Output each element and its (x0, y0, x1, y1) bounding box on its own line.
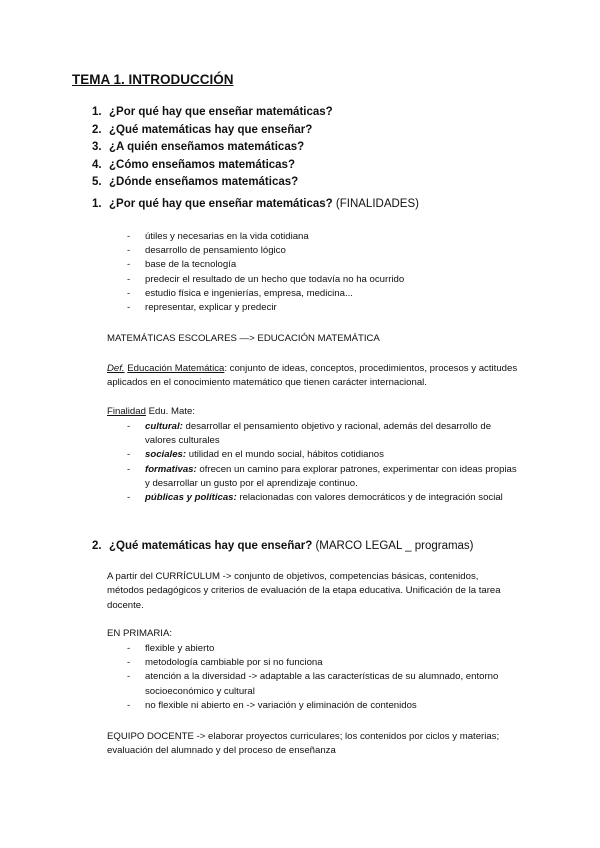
toc-item (92, 104, 333, 122)
definition-paragraph (107, 362, 539, 391)
dash-bullet: - (127, 643, 131, 654)
definition-term: Educación Matemática (127, 363, 225, 374)
toc-number: 5. (92, 176, 102, 188)
list-item (127, 420, 519, 448)
section-question: ¿Qué matemáticas hay que enseñar? (109, 540, 313, 552)
list-item-text: desarrollo de pensamiento lógico (145, 245, 286, 257)
school-math-line: MATEMÁTICAS ESCOLARES —> EDUCACIÓN MATEMÁTICA (107, 333, 380, 344)
list-item (127, 273, 547, 287)
toc-number: 4. (92, 158, 102, 171)
dash-bullet: - (127, 259, 131, 271)
list-item (127, 656, 527, 670)
list-item-text: utilidad en el mundo social, hábitos cotidianos (186, 449, 384, 461)
list-item (127, 642, 527, 656)
dash-bullet: - (127, 463, 131, 475)
toc-text: ¿Por qué hay que enseñar matemáticas? (109, 106, 333, 118)
section-1-heading (92, 198, 419, 210)
toc-item (92, 174, 333, 192)
list-item (127, 244, 547, 258)
list-item (127, 463, 519, 491)
toc-item (92, 139, 333, 157)
toc-text: ¿Dónde enseñamos matemáticas? (109, 176, 299, 188)
list-item-term: públicas y políticas: (145, 492, 237, 504)
list-item (127, 491, 519, 505)
list-item (127, 258, 547, 272)
dash-bullet: - (127, 287, 131, 299)
list-item-text: predecir el resultado de un hecho que todavía no ha ocurrido (145, 273, 405, 285)
list-item-text: atención a la diversidad -> adaptable a las características de su alumnado, entorno socioeconómico y cultural (145, 671, 499, 697)
dash-bullet: - (127, 657, 131, 669)
list-item-text: ofrecen un camino para explorar patrones, experimentar con ideas propias y desarrollar un gusto por el aprendizaje continuo. (145, 463, 517, 489)
list-item-text: metodología cambiable por si no funciona (145, 657, 323, 669)
toc-text: ¿Cómo enseñamos matemáticas? (109, 158, 295, 171)
table-of-contents (92, 104, 333, 192)
page-title: TEMA 1. INTRODUCCIÓN (72, 72, 234, 87)
list-item (127, 230, 547, 244)
finalidades-list (127, 230, 547, 315)
list-item-text: representar, explicar y predecir (145, 302, 277, 314)
section-question: ¿Por qué hay que enseñar matemáticas? (109, 198, 333, 210)
primaria-list (127, 642, 527, 713)
section-number: 1. (92, 198, 102, 210)
finalidad-rest: Edu. Mate: (145, 406, 195, 417)
list-item (127, 699, 527, 713)
equipo-docente-paragraph: EQUIPO DOCENTE -> elaborar proyectos curriculares; los contenidos por ciclos y materias; evaluación del alumnado y del proceso de enseñanza (107, 731, 500, 757)
dash-bullet: - (127, 699, 131, 711)
finalidad-heading (107, 405, 539, 419)
section-number: 2. (92, 540, 102, 552)
list-item-text: no flexible ni abierto en -> variación y eliminación de contenidos (145, 699, 417, 711)
finalidad-types-list (127, 420, 519, 505)
list-item-term: cultural: (145, 421, 183, 432)
list-item-text: útiles y necesarias en la vida cotidiana (145, 231, 309, 242)
dash-bullet: - (127, 449, 131, 461)
list-item-text: desarrollar el pensamiento objetivo y racional, además del desarrollo de valores culturales (145, 421, 492, 447)
dash-bullet: - (127, 492, 131, 504)
dash-bullet: - (127, 671, 131, 683)
dash-bullet: - (127, 421, 131, 432)
section-2-heading (92, 540, 474, 552)
definition-label: Def. (107, 363, 125, 374)
toc-item (92, 157, 333, 175)
list-item (127, 670, 527, 698)
toc-number: 2. (92, 123, 102, 136)
list-item-text: relacionadas con valores democráticos y de integración social (236, 492, 503, 504)
dash-bullet: - (127, 302, 131, 314)
list-item-text: flexible y abierto (145, 643, 215, 654)
section-subtitle: (MARCO LEGAL _ programas) (315, 540, 474, 552)
toc-number: 3. (92, 141, 102, 153)
list-item (127, 448, 519, 462)
list-item (127, 301, 547, 315)
list-item (127, 287, 547, 301)
list-item-text: estudio física e ingenierías, empresa, medicina... (145, 287, 353, 299)
curriculum-paragraph: A partir del CURRÍCULUM -> conjunto de objetivos, competencias básicas, contenidos, métodos pedagógicos y criterios de evaluación de la etapa educativa. Unificación de la tarea docente. (107, 571, 501, 611)
finalidad-label: Finalidad (107, 406, 146, 417)
list-item-text: base de la tecnología (145, 259, 237, 271)
definition-text: : conjunto de ideas, conceptos, procedimientos, procesos y actitudes aplicados en el conocimiento matemático que tienen carácter internacional. (107, 363, 518, 389)
dash-bullet: - (127, 273, 131, 285)
dash-bullet: - (127, 245, 131, 257)
section-subtitle: (FINALIDADES) (335, 198, 419, 210)
dash-bullet: - (127, 231, 131, 242)
list-item-term: sociales: (145, 449, 187, 461)
list-item-term: formativas: (145, 463, 197, 475)
primaria-label: EN PRIMARIA: (107, 628, 173, 639)
toc-text: ¿A quién enseñamos matemáticas? (109, 141, 305, 153)
toc-item (92, 122, 333, 140)
toc-number: 1. (92, 106, 102, 118)
toc-text: ¿Qué matemáticas hay que enseñar? (109, 123, 313, 136)
